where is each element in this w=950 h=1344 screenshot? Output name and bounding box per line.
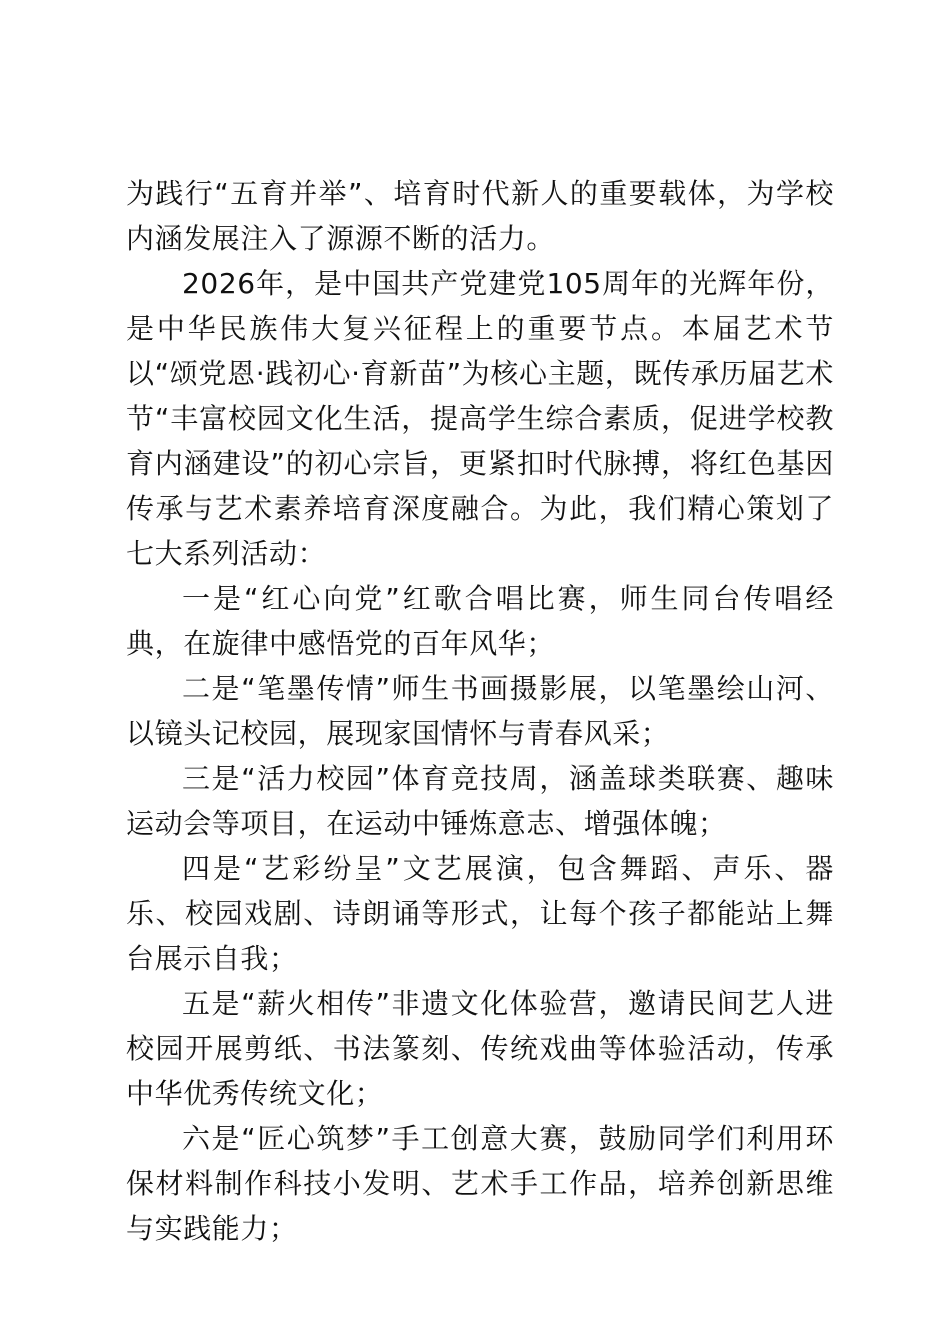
paragraph-activity-3: 三是“活力校园”体育竞技周，涵盖球类联赛、趣味运动会等项目，在运动中锤炼意志、增强体魄；: [126, 762, 834, 840]
paragraph-activity-5: 五是“薪火相传”非遗文化体验营，邀请民间艺人进校园开展剪纸、书法篆刻、传统戏曲等体验活动，传承中华优秀传统文化；: [126, 987, 834, 1110]
paragraph-activity-4: 四是“艺彩纷呈”文艺展演，包含舞蹈、声乐、器乐、校园戏剧、诗朗诵等形式，让每个孩子都能站上舞台展示自我；: [126, 852, 834, 975]
paragraph-activity-1: 一是“红心向党”红歌合唱比赛，师生同台传唱经典，在旋律中感悟党的百年风华；: [126, 582, 834, 660]
document-body: [126, 171, 834, 1251]
paragraph-theme: 2026年，是中国共产党建党105周年的光辉年份，是中华民族伟大复兴征程上的重要节点。本届艺术节以“颂党恩·践初心·育新苗”为核心主题，既传承历届艺术节“丰富校园文化生活，提高学生综合素质，促进学校教育内涵建设”的初心宗旨，更紧扣时代脉搏，将红色基因传承与艺术素养培育深度融合。为此，我们精心策划了七大系列活动：: [126, 267, 834, 570]
paragraph-activity-2: 二是“笔墨传情”师生书画摄影展，以笔墨绘山河、以镜头记校园，展现家国情怀与青春风采；: [126, 672, 834, 750]
paragraph-activity-6: 六是“匠心筑梦”手工创意大赛，鼓励同学们利用环保材料制作科技小发明、艺术手工作品，培养创新思维与实践能力；: [126, 1122, 834, 1245]
paragraph-continuation: 为践行“五育并举”、培育时代新人的重要载体，为学校内涵发展注入了源源不断的活力。: [126, 177, 834, 255]
